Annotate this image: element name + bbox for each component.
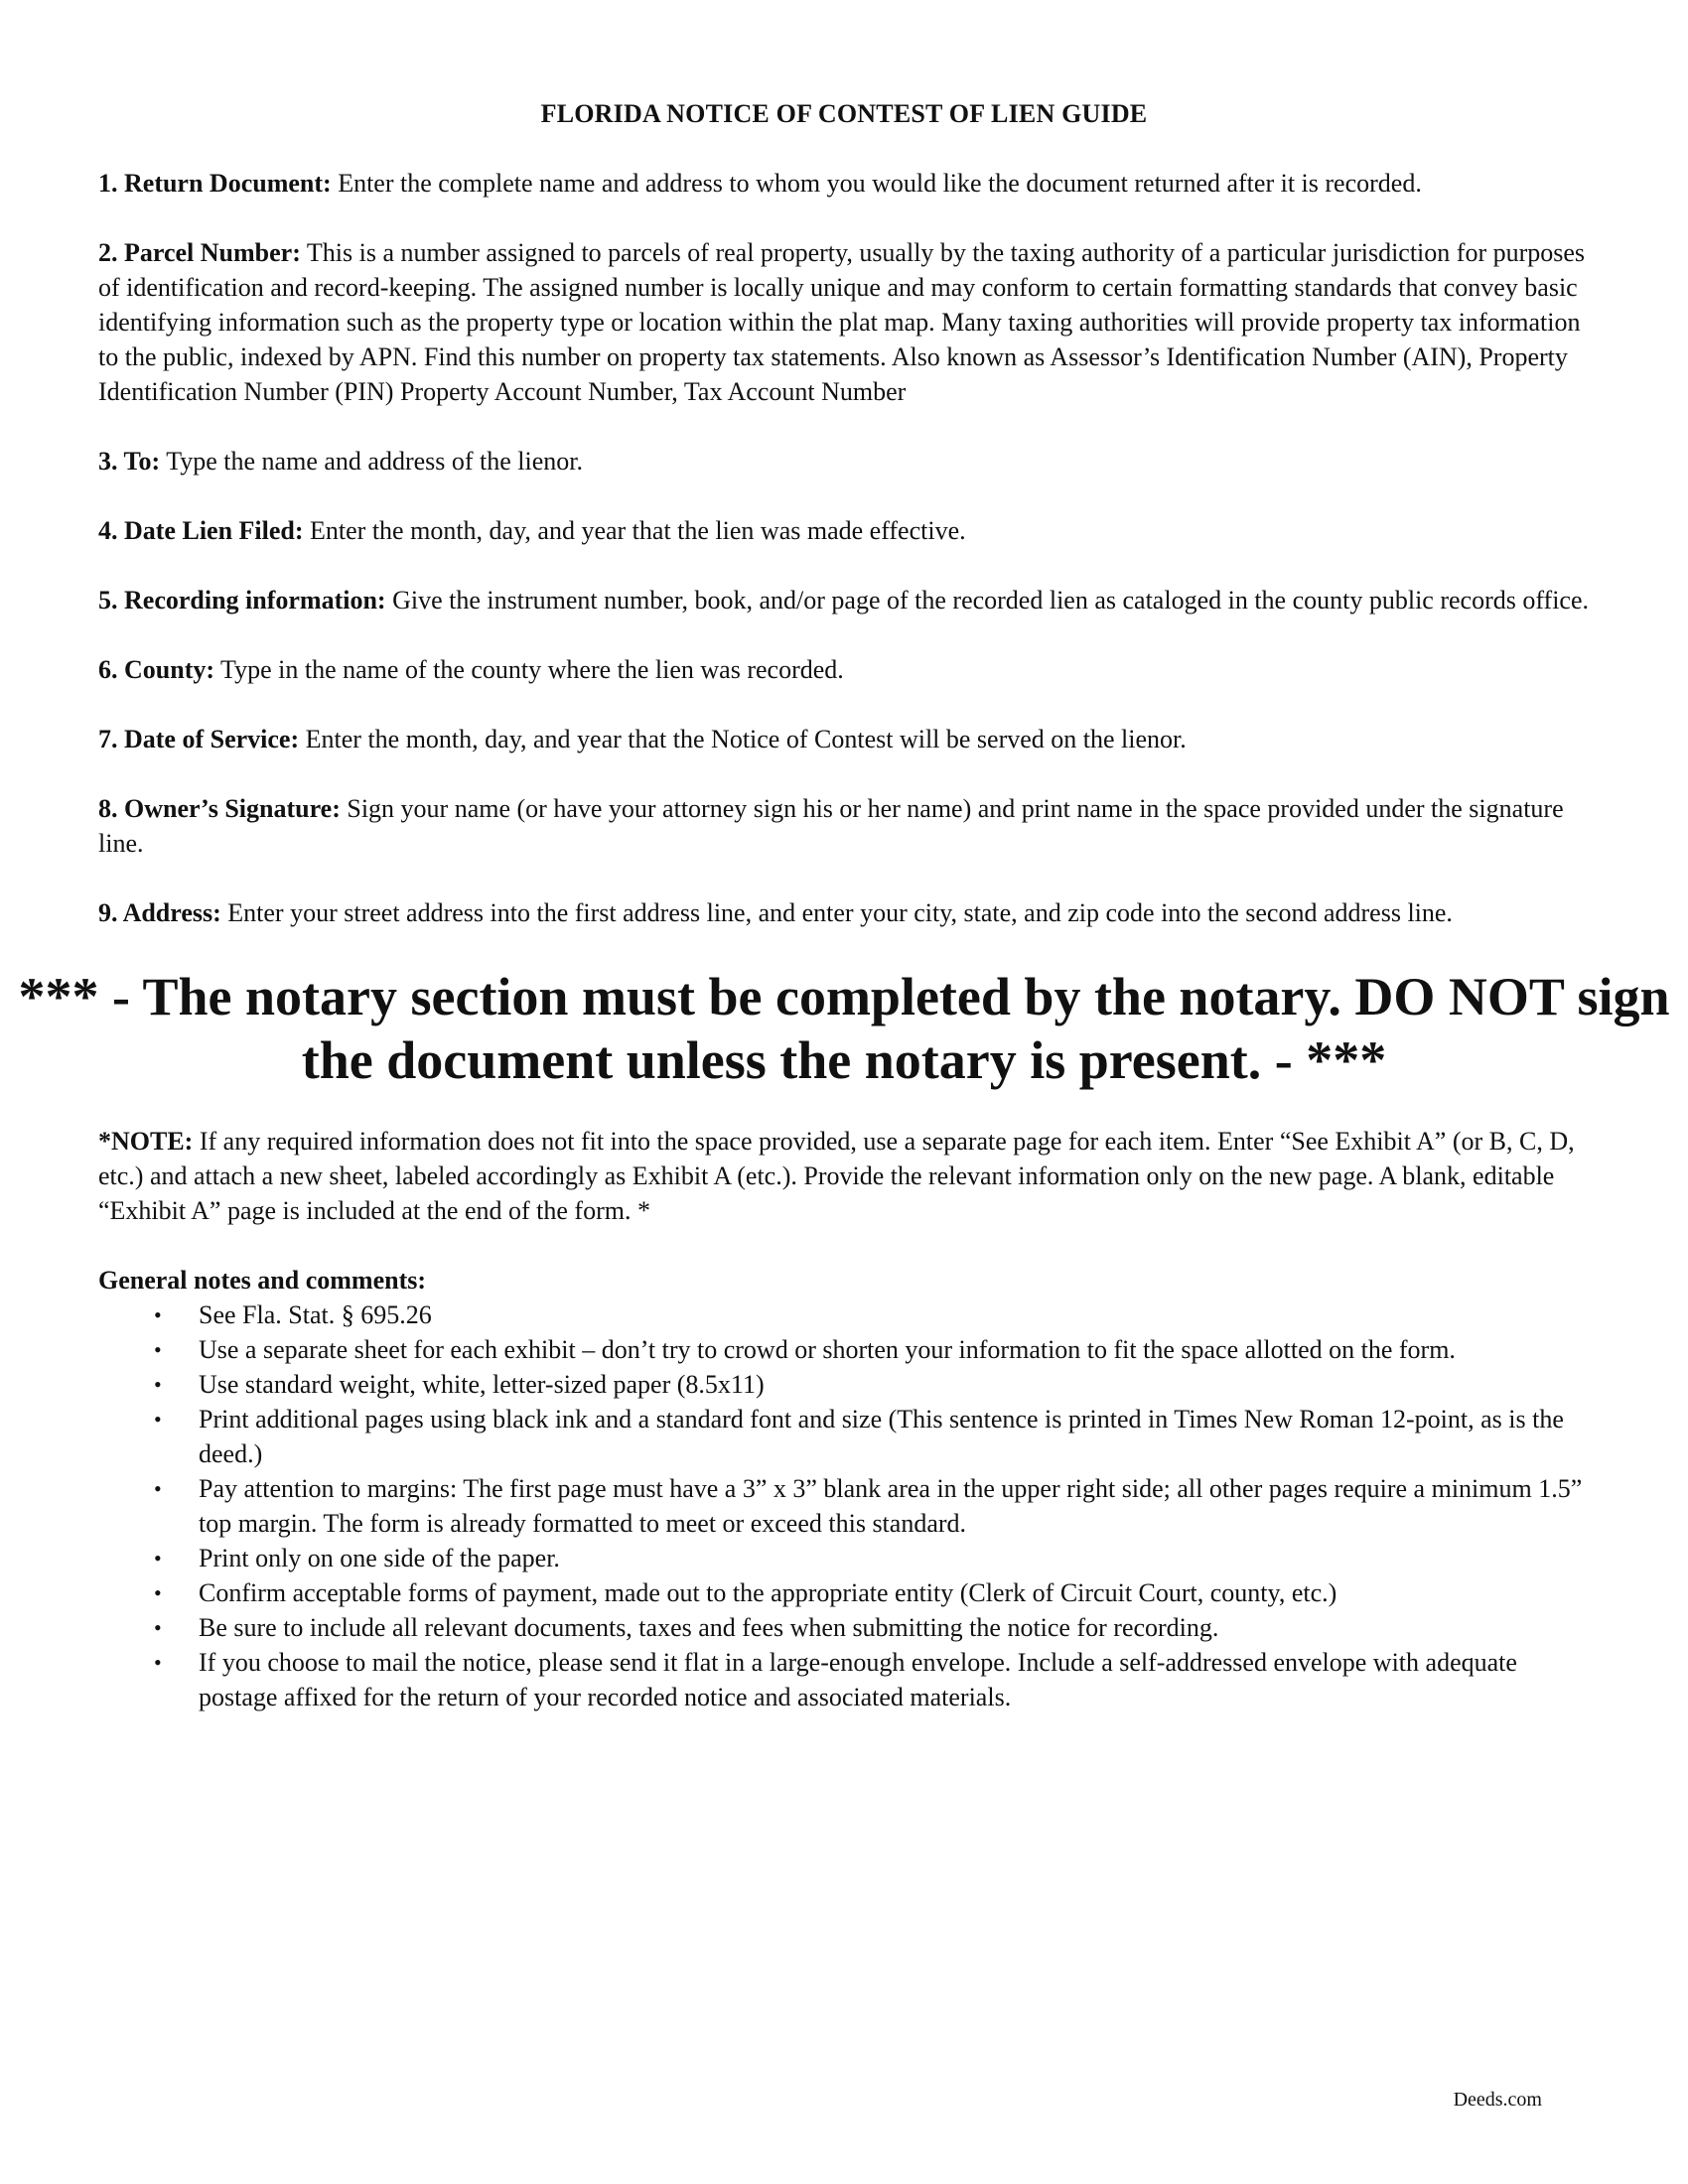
- list-item: [98, 1645, 1593, 1714]
- bullet-icon: •: [154, 1546, 162, 1570]
- list-item-text: Confirm acceptable forms of payment, made out to the appropriate entity (Clerk of Circuit Court, county, etc.): [199, 1578, 1337, 1607]
- note-label: *NOTE:: [98, 1127, 194, 1156]
- instruction-item: [98, 513, 1593, 548]
- instruction-label: 7. Date of Service:: [98, 725, 300, 753]
- bullet-icon: •: [154, 1302, 162, 1327]
- instruction-text: Sign your name (or have your attorney sign his or her name) and print name in the space provided under the signature line.: [98, 794, 1564, 858]
- instruction-text: Enter your street address into the first address line, and enter your city, state, and zip code into the second address line.: [227, 898, 1453, 927]
- exhibit-note: [98, 1124, 1593, 1228]
- list-item: [98, 1575, 1593, 1610]
- list-item: [98, 1297, 1593, 1332]
- footer-brand: Deeds.com: [1453, 2089, 1542, 2111]
- instruction-item: [98, 895, 1593, 930]
- instruction-text: Type the name and address of the lienor.: [166, 447, 584, 476]
- list-item-text: Print additional pages using black ink and a standard font and size (This sentence is printed in Times New Roman 12-point, as is the deed.): [199, 1405, 1564, 1468]
- instruction-item: [98, 235, 1593, 409]
- instruction-item: [98, 583, 1593, 617]
- instruction-label: 8. Owner’s Signature:: [98, 794, 341, 823]
- instruction-item: [98, 166, 1593, 201]
- notary-warning: *** - The notary section must be completed by the notary. DO NOT sign the document unless the notary is present. - ***: [18, 967, 1670, 1090]
- bullet-icon: •: [154, 1476, 162, 1501]
- list-item-text: Use standard weight, white, letter-sized paper (8.5x11): [199, 1370, 765, 1399]
- instruction-label: 3. To:: [98, 447, 161, 476]
- instruction-text: This is a number assigned to parcels of real property, usually by the taxing authority of a particular jurisdiction for purposes of identification and record-keeping. The assigned number is locally unique and may conform to certain formatting standards that convey basic identifying information such as the property type or location within the plat map. Many taxing authorities will provide property tax information to the public, indexed by APN. Find this number on property tax statements. Also known as Assessor’s Identification Number (AIN), Property Identification Number (PIN) Property Account Number, Tax Account Number: [98, 238, 1586, 406]
- list-item: [98, 1610, 1593, 1645]
- list-item: [98, 1541, 1593, 1575]
- list-item-text: If you choose to mail the notice, please send it flat in a large-enough envelope. Include a self-addressed envelope with adequate postage affixed for the return of your recorded notice and associated materials.: [199, 1648, 1517, 1711]
- instruction-item: [98, 722, 1593, 756]
- instruction-item: [98, 652, 1593, 687]
- list-item: [98, 1471, 1593, 1541]
- bullet-icon: •: [154, 1372, 162, 1397]
- general-notes-list: [98, 1297, 1593, 1714]
- bullet-icon: •: [154, 1580, 162, 1605]
- instruction-text: Enter the month, day, and year that the lien was made effective.: [310, 516, 966, 545]
- instruction-item: [98, 791, 1593, 861]
- instruction-label: 4. Date Lien Filed:: [98, 516, 304, 545]
- list-item-text: Print only on one side of the paper.: [199, 1544, 560, 1572]
- instruction-text: Enter the complete name and address to whom you would like the document returned after it is recorded.: [338, 169, 1422, 198]
- list-item-text: Be sure to include all relevant documents, taxes and fees when submitting the notice for recording.: [199, 1613, 1219, 1642]
- instruction-text: Type in the name of the county where the lien was recorded.: [220, 655, 844, 684]
- list-item-text: Use a separate sheet for each exhibit – don’t try to crowd or shorten your information to fit the space allotted on the form.: [199, 1335, 1456, 1364]
- instruction-text: Enter the month, day, and year that the Notice of Contest will be served on the lienor.: [305, 725, 1187, 753]
- list-item-text: Pay attention to margins: The first page must have a 3” x 3” blank area in the upper right side; all other pages require a minimum 1.5” top margin. The form is already formatted to meet or exceed this standard.: [199, 1474, 1583, 1538]
- document-body: [18, 166, 1670, 1714]
- instruction-item: [98, 444, 1593, 478]
- bullet-icon: •: [154, 1407, 162, 1432]
- instruction-text: Give the instrument number, book, and/or page of the recorded lien as cataloged in the county public records office.: [392, 586, 1590, 614]
- list-item: [98, 1367, 1593, 1402]
- list-item: [98, 1332, 1593, 1367]
- instruction-label: 9. Address:: [98, 898, 221, 927]
- instruction-label: 2. Parcel Number:: [98, 238, 301, 267]
- bullet-icon: •: [154, 1615, 162, 1640]
- instruction-label: 1. Return Document:: [98, 169, 332, 198]
- note-text: If any required information does not fit into the space provided, use a separate page for each item. Enter “See Exhibit A” (or B, C, D, etc.) and attach a new sheet, labeled accordingly as Exhibit A (etc.). Provide the relevant information only on the new page. A blank, editable “Exhibit A” page is included at the end of the form. *: [98, 1127, 1575, 1225]
- bullet-icon: •: [154, 1337, 162, 1362]
- list-item: [98, 1402, 1593, 1471]
- instruction-label: 6. County:: [98, 655, 215, 684]
- general-notes-heading: General notes and comments:: [98, 1266, 427, 1295]
- bullet-icon: •: [154, 1650, 162, 1675]
- instruction-label: 5. Recording information:: [98, 586, 386, 614]
- list-item-text: See Fla. Stat. § 695.26: [199, 1300, 432, 1329]
- page-title: FLORIDA NOTICE OF CONTEST OF LIEN GUIDE: [540, 99, 1148, 128]
